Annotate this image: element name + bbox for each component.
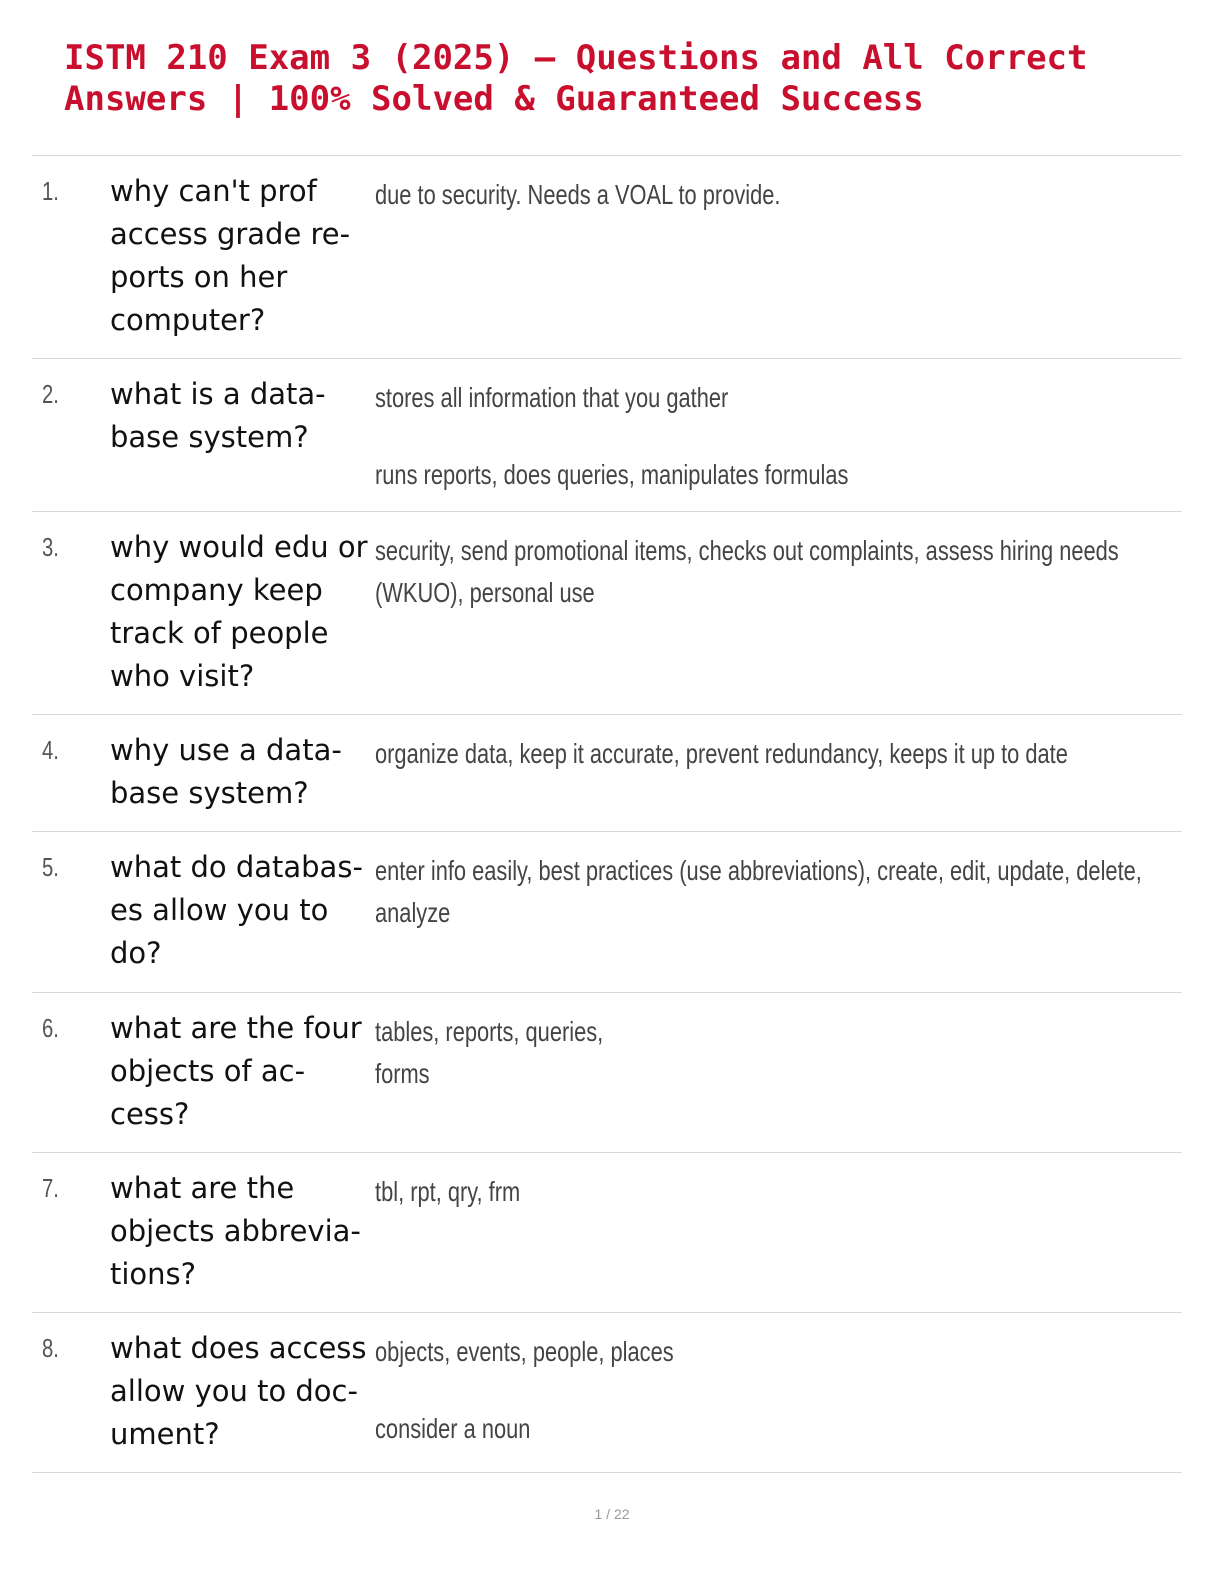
question-text: what do databases allow you to do? [110,850,363,970]
qa-item-3 [32,512,1182,715]
qa-item-1 [32,156,1182,359]
item-number: 5. [42,852,59,882]
answer-text: security, send promotional items, checks out complaints, assess hiring needs (WKUO), personal use [375,535,1119,608]
answer-block [375,377,1155,496]
answer-text: organize data, keep it accurate, prevent redundancy, keeps it up to date [375,738,1068,769]
answer-text-secondary: consider a noun [375,1413,531,1444]
question-text: why can't prof access grade reports on her computer? [110,174,351,337]
document-title: ISTM 210 Exam 3 (2025) – Questions and All Correct Answers | 100% Solved & Guaranteed Success [64,38,1088,119]
item-number: 6. [42,1013,59,1043]
qa-item-7 [32,1153,1182,1313]
qa-item-4 [32,715,1182,832]
item-number: 2. [42,379,59,409]
question-text: what are the objects abbreviations? [110,1171,361,1291]
answer-text: due to security. Needs a VOAL to provide. [375,179,781,210]
answer-text: enter info easily, best practices (use abbreviations), create, edit, update, delete, analyze [375,855,1142,928]
qa-item-6 [32,993,1182,1153]
answer-text: stores all information that you gather [375,382,729,413]
qa-list [32,155,1182,1473]
item-number: 1. [42,176,59,206]
qa-item-2 [32,359,1182,512]
question-text: why use a database system? [110,733,342,810]
page-number: 1 / 22 [594,1506,630,1522]
answer-text-secondary: runs reports, does queries, manipulates formulas [375,459,849,490]
question-text: why would edu or company keep track of people who visit? [110,530,368,693]
answer-text: objects, events, people, places [375,1336,674,1367]
item-number: 7. [42,1173,59,1203]
question-text: what does access allow you to document? [110,1331,367,1451]
item-number: 3. [42,532,59,562]
answer-text: tables, reports, queries, forms [375,1016,604,1089]
answer-text: tbl, rpt, qry, frm [375,1176,521,1207]
answer-block [375,1331,1155,1450]
qa-item-5 [32,832,1182,993]
item-number: 4. [42,735,59,765]
question-text: what is a database system? [110,377,326,454]
question-text: what are the four objects of access? [110,1011,362,1131]
item-number: 8. [42,1333,59,1363]
qa-item-8 [32,1313,1182,1473]
